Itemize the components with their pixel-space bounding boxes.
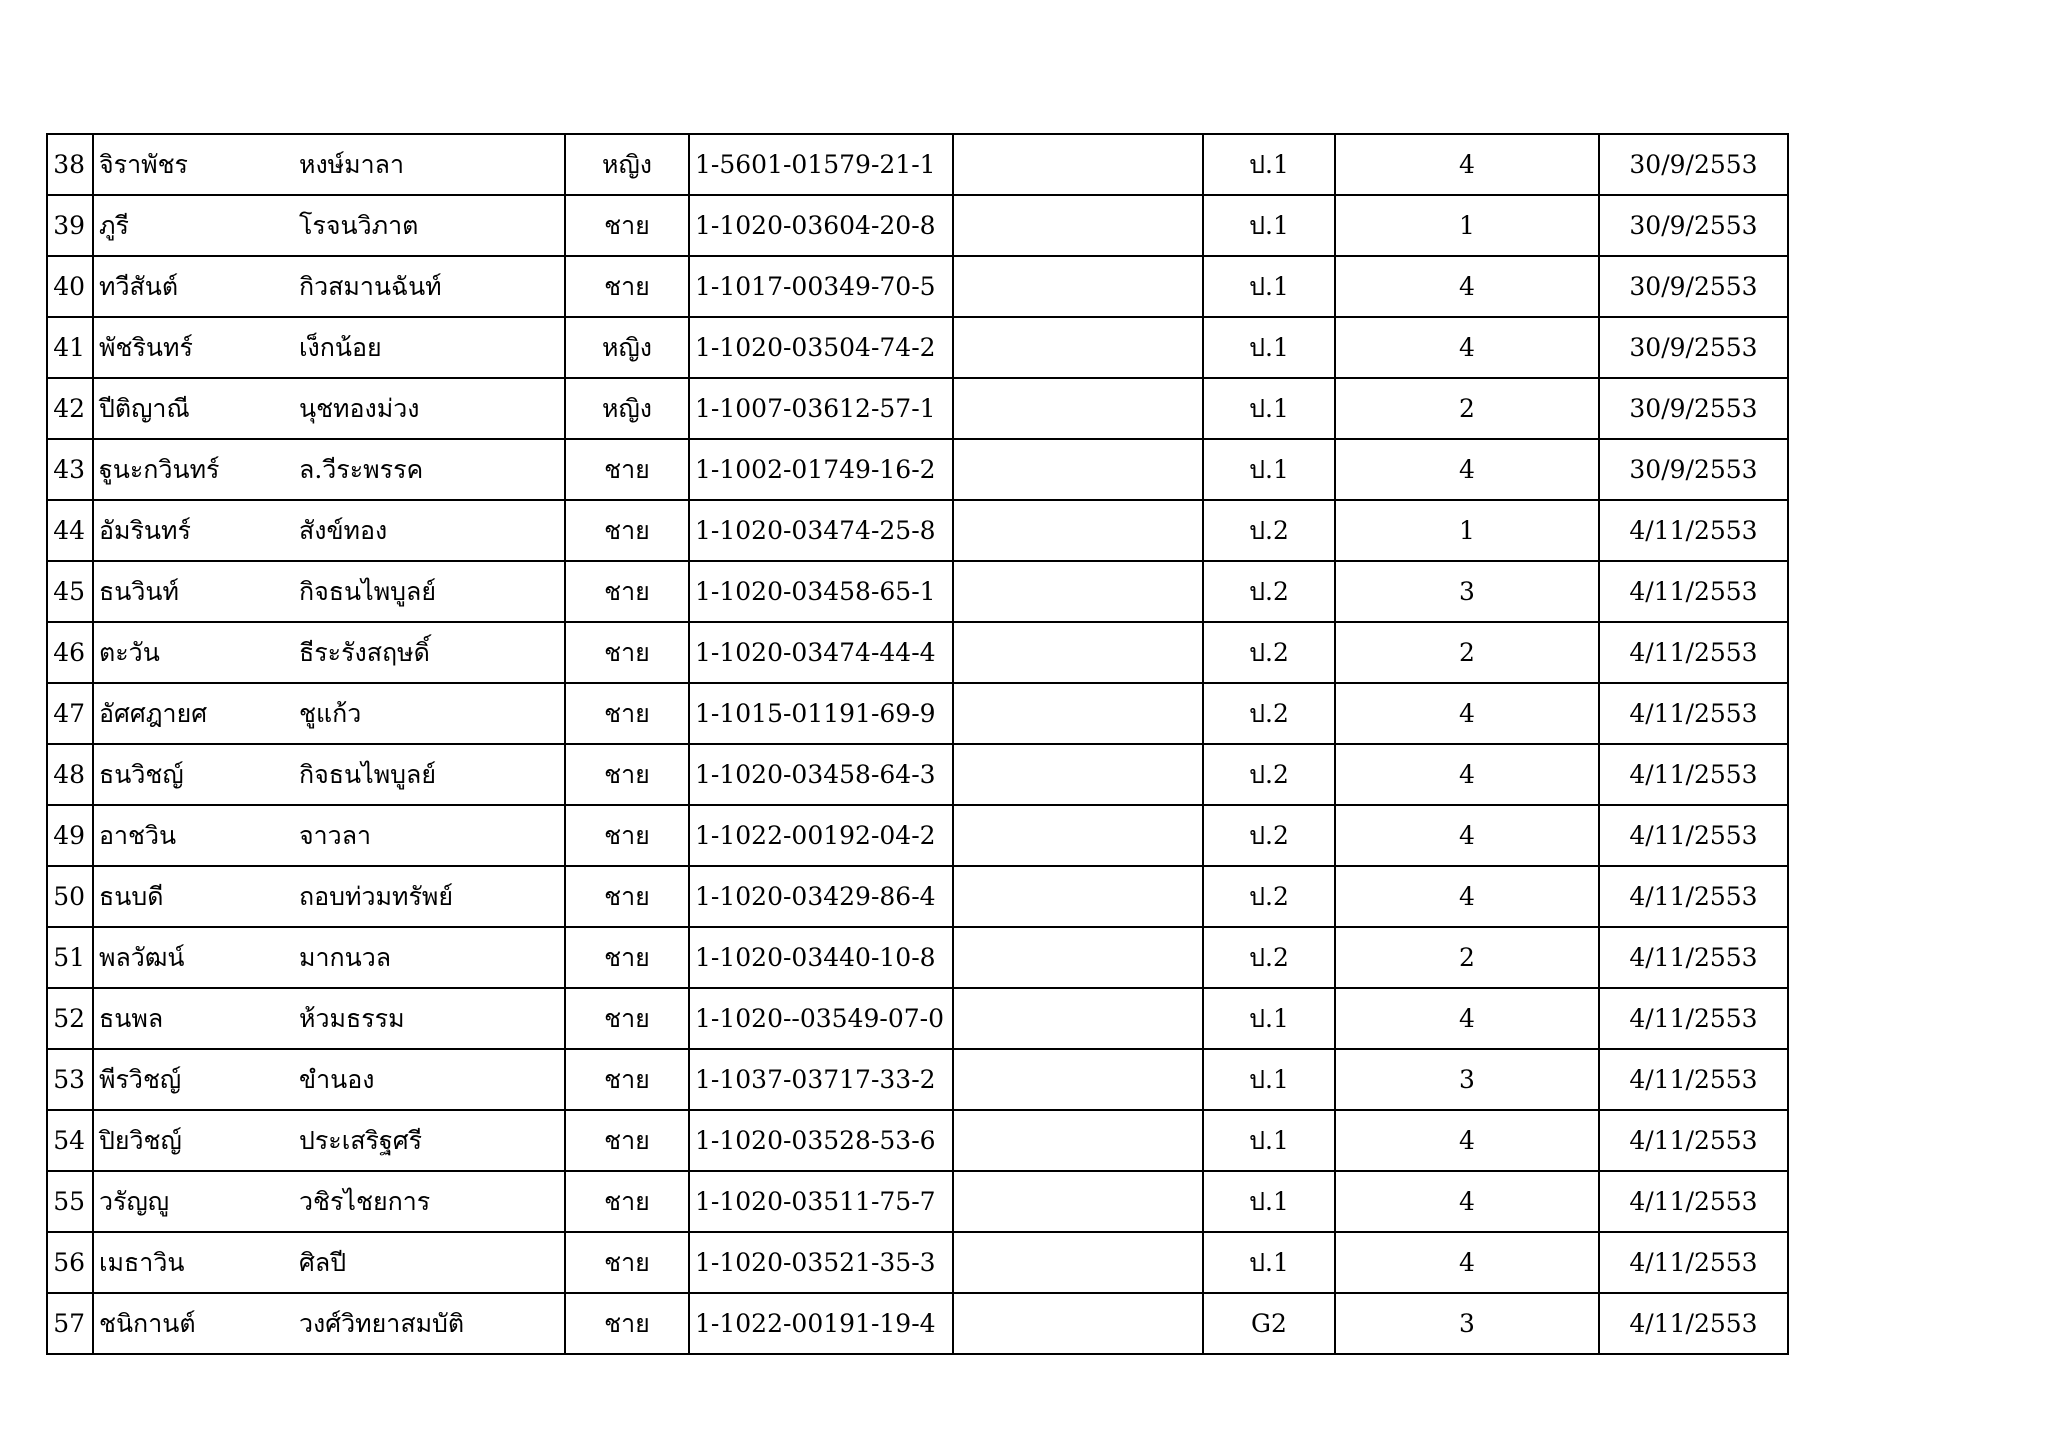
first-name-cell: ตะวัน — [93, 622, 295, 683]
grade-cell: ป.2 — [1203, 866, 1335, 927]
table-row — [47, 561, 1788, 622]
row-number-cell: 53 — [47, 1049, 93, 1110]
blank-cell — [953, 1232, 1203, 1293]
table-row — [47, 256, 1788, 317]
table-row — [47, 1293, 1788, 1354]
last-name-cell: ธีระรังสฤษดิ์ — [295, 622, 565, 683]
table-row — [47, 805, 1788, 866]
row-number-cell: 50 — [47, 866, 93, 927]
gender-cell: ชาย — [565, 622, 689, 683]
blank-cell — [953, 500, 1203, 561]
date-cell: 4/11/2553 — [1599, 683, 1788, 744]
id-number-cell: 1-1020-03521-35-3 — [689, 1232, 953, 1293]
id-number-cell: 1-1020--03549-07-0 — [689, 988, 953, 1049]
table-row — [47, 622, 1788, 683]
number-cell: 4 — [1335, 866, 1599, 927]
first-name-cell: วรัญญู — [93, 1171, 295, 1232]
date-cell: 4/11/2553 — [1599, 561, 1788, 622]
row-number-cell: 39 — [47, 195, 93, 256]
blank-cell — [953, 1293, 1203, 1354]
row-number-cell: 42 — [47, 378, 93, 439]
number-cell: 3 — [1335, 1293, 1599, 1354]
date-cell: 4/11/2553 — [1599, 500, 1788, 561]
last-name-cell: กิจธนไพบูลย์ — [295, 561, 565, 622]
row-number-cell: 57 — [47, 1293, 93, 1354]
date-cell: 4/11/2553 — [1599, 622, 1788, 683]
grade-cell: ป.1 — [1203, 1171, 1335, 1232]
id-number-cell: 1-5601-01579-21-1 — [689, 134, 953, 195]
date-cell: 30/9/2553 — [1599, 439, 1788, 500]
blank-cell — [953, 317, 1203, 378]
blank-cell — [953, 866, 1203, 927]
number-cell: 2 — [1335, 378, 1599, 439]
last-name-cell: ห้วมธรรม — [295, 988, 565, 1049]
last-name-cell: เง็กน้อย — [295, 317, 565, 378]
gender-cell: ชาย — [565, 744, 689, 805]
gender-cell: ชาย — [565, 439, 689, 500]
grade-cell: ป.2 — [1203, 683, 1335, 744]
gender-cell: ชาย — [565, 561, 689, 622]
date-cell: 4/11/2553 — [1599, 1293, 1788, 1354]
table-row — [47, 988, 1788, 1049]
id-number-cell: 1-1037-03717-33-2 — [689, 1049, 953, 1110]
id-number-cell: 1-1020-03474-25-8 — [689, 500, 953, 561]
row-number-cell: 43 — [47, 439, 93, 500]
last-name-cell: กิจธนไพบูลย์ — [295, 744, 565, 805]
first-name-cell: อาชวิน — [93, 805, 295, 866]
number-cell: 4 — [1335, 1171, 1599, 1232]
date-cell: 4/11/2553 — [1599, 805, 1788, 866]
number-cell: 3 — [1335, 561, 1599, 622]
id-number-cell: 1-1017-00349-70-5 — [689, 256, 953, 317]
number-cell: 2 — [1335, 622, 1599, 683]
blank-cell — [953, 744, 1203, 805]
last-name-cell: วงศ์วิทยาสมบัติ — [295, 1293, 565, 1354]
id-number-cell: 1-1015-01191-69-9 — [689, 683, 953, 744]
first-name-cell: ภูรี — [93, 195, 295, 256]
blank-cell — [953, 256, 1203, 317]
row-number-cell: 48 — [47, 744, 93, 805]
row-number-cell: 54 — [47, 1110, 93, 1171]
grade-cell: ป.2 — [1203, 561, 1335, 622]
last-name-cell: หงษ์มาลา — [295, 134, 565, 195]
number-cell: 4 — [1335, 805, 1599, 866]
grade-cell: ป.1 — [1203, 378, 1335, 439]
last-name-cell: ล.วีระพรรค — [295, 439, 565, 500]
first-name-cell: ปิยวิชญ์ — [93, 1110, 295, 1171]
row-number-cell: 47 — [47, 683, 93, 744]
grade-cell: ป.1 — [1203, 195, 1335, 256]
date-cell: 30/9/2553 — [1599, 317, 1788, 378]
date-cell: 4/11/2553 — [1599, 1171, 1788, 1232]
date-cell: 30/9/2553 — [1599, 378, 1788, 439]
gender-cell: ชาย — [565, 500, 689, 561]
date-cell: 30/9/2553 — [1599, 195, 1788, 256]
id-number-cell: 1-1020-03429-86-4 — [689, 866, 953, 927]
number-cell: 1 — [1335, 195, 1599, 256]
number-cell: 4 — [1335, 744, 1599, 805]
date-cell: 4/11/2553 — [1599, 866, 1788, 927]
table-row — [47, 683, 1788, 744]
table-row — [47, 317, 1788, 378]
table-row — [47, 500, 1788, 561]
blank-cell — [953, 1171, 1203, 1232]
last-name-cell: มากนวล — [295, 927, 565, 988]
last-name-cell: ชูแก้ว — [295, 683, 565, 744]
table-row — [47, 1171, 1788, 1232]
grade-cell: ป.2 — [1203, 622, 1335, 683]
id-number-cell: 1-1022-00191-19-4 — [689, 1293, 953, 1354]
blank-cell — [953, 683, 1203, 744]
blank-cell — [953, 988, 1203, 1049]
blank-cell — [953, 195, 1203, 256]
id-number-cell: 1-1007-03612-57-1 — [689, 378, 953, 439]
row-number-cell: 49 — [47, 805, 93, 866]
number-cell: 4 — [1335, 1232, 1599, 1293]
gender-cell: ชาย — [565, 927, 689, 988]
first-name-cell: พีรวิชญ์ — [93, 1049, 295, 1110]
grade-cell: ป.1 — [1203, 317, 1335, 378]
number-cell: 4 — [1335, 988, 1599, 1049]
last-name-cell: วชิรไชยการ — [295, 1171, 565, 1232]
blank-cell — [953, 805, 1203, 866]
last-name-cell: ประเสริฐศรี — [295, 1110, 565, 1171]
blank-cell — [953, 561, 1203, 622]
table-row — [47, 744, 1788, 805]
date-cell: 4/11/2553 — [1599, 1110, 1788, 1171]
blank-cell — [953, 927, 1203, 988]
date-cell: 4/11/2553 — [1599, 988, 1788, 1049]
table-row — [47, 1049, 1788, 1110]
first-name-cell: ปีติญาณี — [93, 378, 295, 439]
id-number-cell: 1-1020-03511-75-7 — [689, 1171, 953, 1232]
first-name-cell: ชนิกานต์ — [93, 1293, 295, 1354]
id-number-cell: 1-1020-03440-10-8 — [689, 927, 953, 988]
grade-cell: ป.1 — [1203, 988, 1335, 1049]
gender-cell: หญิง — [565, 134, 689, 195]
last-name-cell: นุชทองม่วง — [295, 378, 565, 439]
gender-cell: ชาย — [565, 805, 689, 866]
first-name-cell: พัชรินทร์ — [93, 317, 295, 378]
table-row — [47, 378, 1788, 439]
row-number-cell: 41 — [47, 317, 93, 378]
number-cell: 4 — [1335, 134, 1599, 195]
gender-cell: หญิง — [565, 378, 689, 439]
gender-cell: ชาย — [565, 1232, 689, 1293]
first-name-cell: ธนพล — [93, 988, 295, 1049]
blank-cell — [953, 622, 1203, 683]
first-name-cell: พลวัฒน์ — [93, 927, 295, 988]
gender-cell: ชาย — [565, 1049, 689, 1110]
grade-cell: ป.1 — [1203, 1110, 1335, 1171]
last-name-cell: สังข์ทอง — [295, 500, 565, 561]
table-row — [47, 927, 1788, 988]
last-name-cell: ขำนอง — [295, 1049, 565, 1110]
number-cell: 4 — [1335, 439, 1599, 500]
blank-cell — [953, 378, 1203, 439]
first-name-cell: ธนบดี — [93, 866, 295, 927]
grade-cell: ป.2 — [1203, 744, 1335, 805]
blank-cell — [953, 439, 1203, 500]
row-number-cell: 46 — [47, 622, 93, 683]
id-number-cell: 1-1020-03528-53-6 — [689, 1110, 953, 1171]
gender-cell: ชาย — [565, 195, 689, 256]
date-cell: 30/9/2553 — [1599, 256, 1788, 317]
first-name-cell: ธนวินท์ — [93, 561, 295, 622]
gender-cell: หญิง — [565, 317, 689, 378]
student-table — [46, 133, 1789, 1355]
first-name-cell: อัมรินทร์ — [93, 500, 295, 561]
date-cell: 30/9/2553 — [1599, 134, 1788, 195]
id-number-cell: 1-1020-03504-74-2 — [689, 317, 953, 378]
last-name-cell: โรจนวิภาต — [295, 195, 565, 256]
gender-cell: ชาย — [565, 866, 689, 927]
id-number-cell: 1-1002-01749-16-2 — [689, 439, 953, 500]
row-number-cell: 56 — [47, 1232, 93, 1293]
date-cell: 4/11/2553 — [1599, 1049, 1788, 1110]
row-number-cell: 38 — [47, 134, 93, 195]
first-name-cell: ธนวิชญ์ — [93, 744, 295, 805]
row-number-cell: 45 — [47, 561, 93, 622]
id-number-cell: 1-1022-00192-04-2 — [689, 805, 953, 866]
table-row — [47, 134, 1788, 195]
number-cell: 4 — [1335, 683, 1599, 744]
row-number-cell: 40 — [47, 256, 93, 317]
id-number-cell: 1-1020-03474-44-4 — [689, 622, 953, 683]
table-row — [47, 1110, 1788, 1171]
grade-cell: ป.2 — [1203, 500, 1335, 561]
first-name-cell: จิราพัชร — [93, 134, 295, 195]
table-row — [47, 866, 1788, 927]
number-cell: 2 — [1335, 927, 1599, 988]
last-name-cell: กิวสมานฉันท์ — [295, 256, 565, 317]
table-row — [47, 1232, 1788, 1293]
id-number-cell: 1-1020-03458-65-1 — [689, 561, 953, 622]
row-number-cell: 55 — [47, 1171, 93, 1232]
number-cell: 4 — [1335, 317, 1599, 378]
first-name-cell: อัศศฎายศ — [93, 683, 295, 744]
last-name-cell: ถอบท่วมทรัพย์ — [295, 866, 565, 927]
date-cell: 4/11/2553 — [1599, 927, 1788, 988]
grade-cell: ป.1 — [1203, 1232, 1335, 1293]
number-cell: 4 — [1335, 1110, 1599, 1171]
table-row — [47, 195, 1788, 256]
gender-cell: ชาย — [565, 683, 689, 744]
table-row — [47, 439, 1788, 500]
date-cell: 4/11/2553 — [1599, 1232, 1788, 1293]
grade-cell: ป.1 — [1203, 134, 1335, 195]
last-name-cell: ศิลปี — [295, 1232, 565, 1293]
table-body — [47, 134, 1788, 1354]
row-number-cell: 52 — [47, 988, 93, 1049]
blank-cell — [953, 1110, 1203, 1171]
grade-cell: ป.1 — [1203, 439, 1335, 500]
id-number-cell: 1-1020-03458-64-3 — [689, 744, 953, 805]
gender-cell: ชาย — [565, 1171, 689, 1232]
last-name-cell: จาวลา — [295, 805, 565, 866]
row-number-cell: 51 — [47, 927, 93, 988]
number-cell: 4 — [1335, 256, 1599, 317]
first-name-cell: ฐูนะกวินทร์ — [93, 439, 295, 500]
blank-cell — [953, 134, 1203, 195]
grade-cell: ป.2 — [1203, 805, 1335, 866]
grade-cell: G2 — [1203, 1293, 1335, 1354]
first-name-cell: ทวีสันต์ — [93, 256, 295, 317]
number-cell: 3 — [1335, 1049, 1599, 1110]
row-number-cell: 44 — [47, 500, 93, 561]
gender-cell: ชาย — [565, 1293, 689, 1354]
first-name-cell: เมธาวิน — [93, 1232, 295, 1293]
grade-cell: ป.2 — [1203, 927, 1335, 988]
date-cell: 4/11/2553 — [1599, 744, 1788, 805]
gender-cell: ชาย — [565, 988, 689, 1049]
grade-cell: ป.1 — [1203, 1049, 1335, 1110]
id-number-cell: 1-1020-03604-20-8 — [689, 195, 953, 256]
gender-cell: ชาย — [565, 256, 689, 317]
grade-cell: ป.1 — [1203, 256, 1335, 317]
gender-cell: ชาย — [565, 1110, 689, 1171]
blank-cell — [953, 1049, 1203, 1110]
number-cell: 1 — [1335, 500, 1599, 561]
